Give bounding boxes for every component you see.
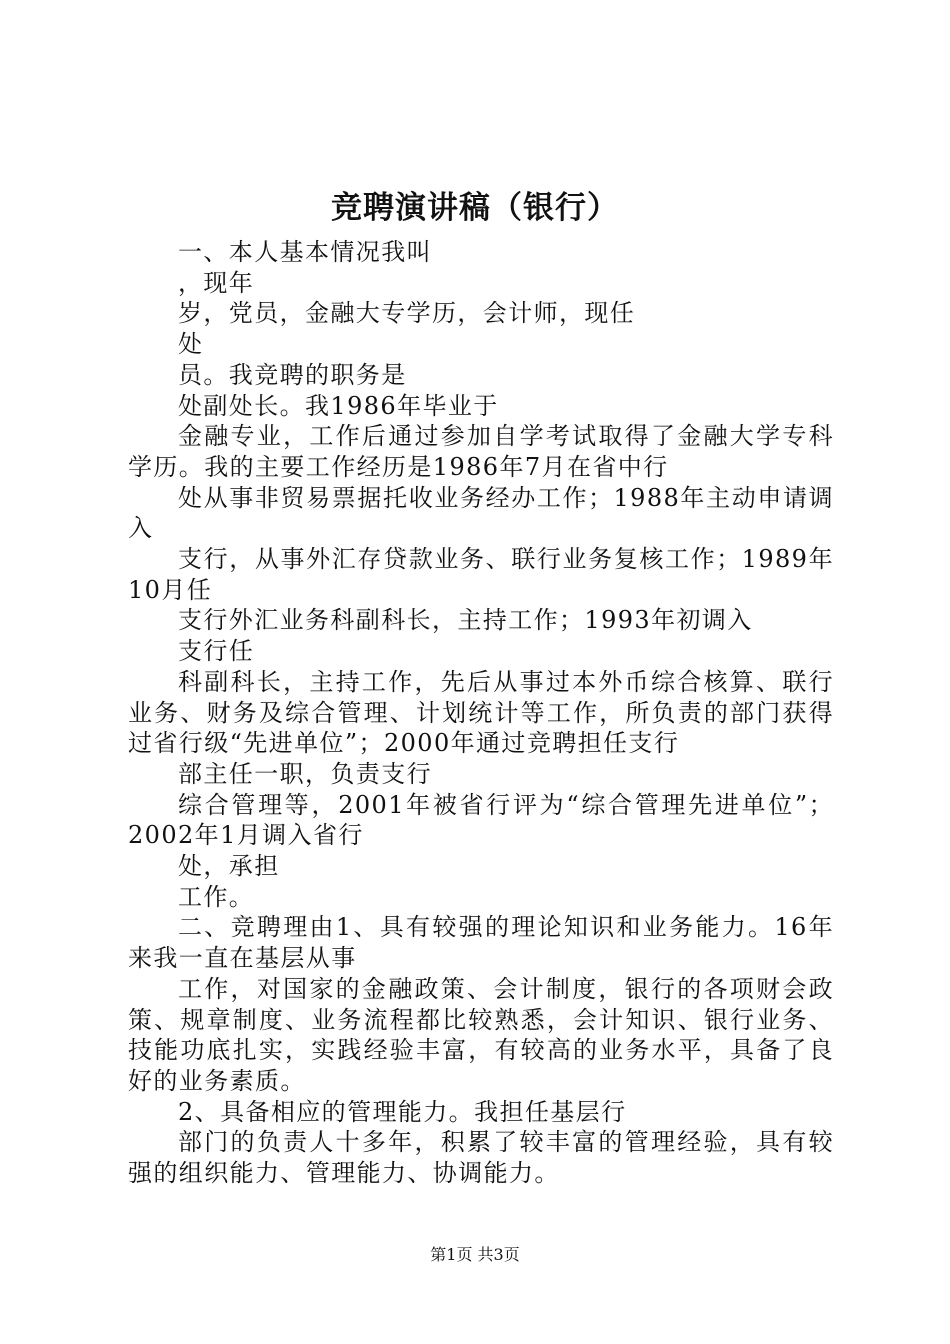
paragraph: 二、竞聘理由1、具有较强的理论知识和业务能力。16年来我一直在基层从事 — [128, 913, 834, 973]
document-body — [128, 237, 834, 1189]
paragraph: 员。我竞聘的职务是 — [178, 360, 407, 389]
paragraph: 处，承担 — [178, 852, 280, 881]
paragraph: 处 — [178, 330, 204, 359]
paragraph: 工作。 — [178, 882, 255, 911]
paragraph: ，现年 — [178, 268, 255, 297]
paragraph: 支行，从事外汇存贷款业务、联行业务复核工作；1989年10月任 — [128, 545, 834, 604]
paragraph: 2、具备相应的管理能力。我担任基层行 — [178, 1097, 627, 1126]
page-footer: 第1页 共3页 — [430, 1245, 520, 1264]
paragraph: 支行任 — [178, 637, 255, 666]
paragraph: 金融专业，工作后通过参加自学考试取得了金融大学专科学历。我的主要工作经历是1986年7月在省中行 — [128, 422, 834, 481]
paragraph: 处从事非贸易票据托收业务经办工作；1988年主动申请调入 — [128, 483, 834, 543]
paragraph: 科副科长，主持工作，先后从事过本外币综合核算、联行业务、财务及综合管理、计划统计等工作，所负责的部门获得过省行级“先进单位”；2000年通过竞聘担任支行 — [128, 667, 834, 758]
paragraph: 综合管理等，2001年被省行评为“综合管理先进单位”；2002年1月调入省行 — [128, 790, 834, 850]
document-title: 竞聘演讲稿（银行） — [331, 190, 619, 226]
paragraph: 部主任一职，负责支行 — [178, 759, 432, 788]
paragraph: 一、本人基本情况我叫 — [178, 238, 432, 266]
paragraph: 部门的负责人十多年，积累了较丰富的管理经验，具有较强的组织能力、管理能力、协调能力。 — [128, 1128, 834, 1188]
paragraph: 支行外汇业务科副科长，主持工作；1993年初调入 — [178, 606, 753, 635]
paragraph: 工作，对国家的金融政策、会计制度，银行的各项财会政策、规章制度、业务流程都比较熟悉，会计知识、银行业务、技能功底扎实，实践经验丰富，有较高的业务水平，具备了良好的业务素质。 — [128, 974, 834, 1095]
paragraph: 处副处长。我1986年毕业于 — [178, 391, 499, 420]
paragraph: 岁，党员，金融大专学历，会计师，现任 — [178, 299, 636, 328]
